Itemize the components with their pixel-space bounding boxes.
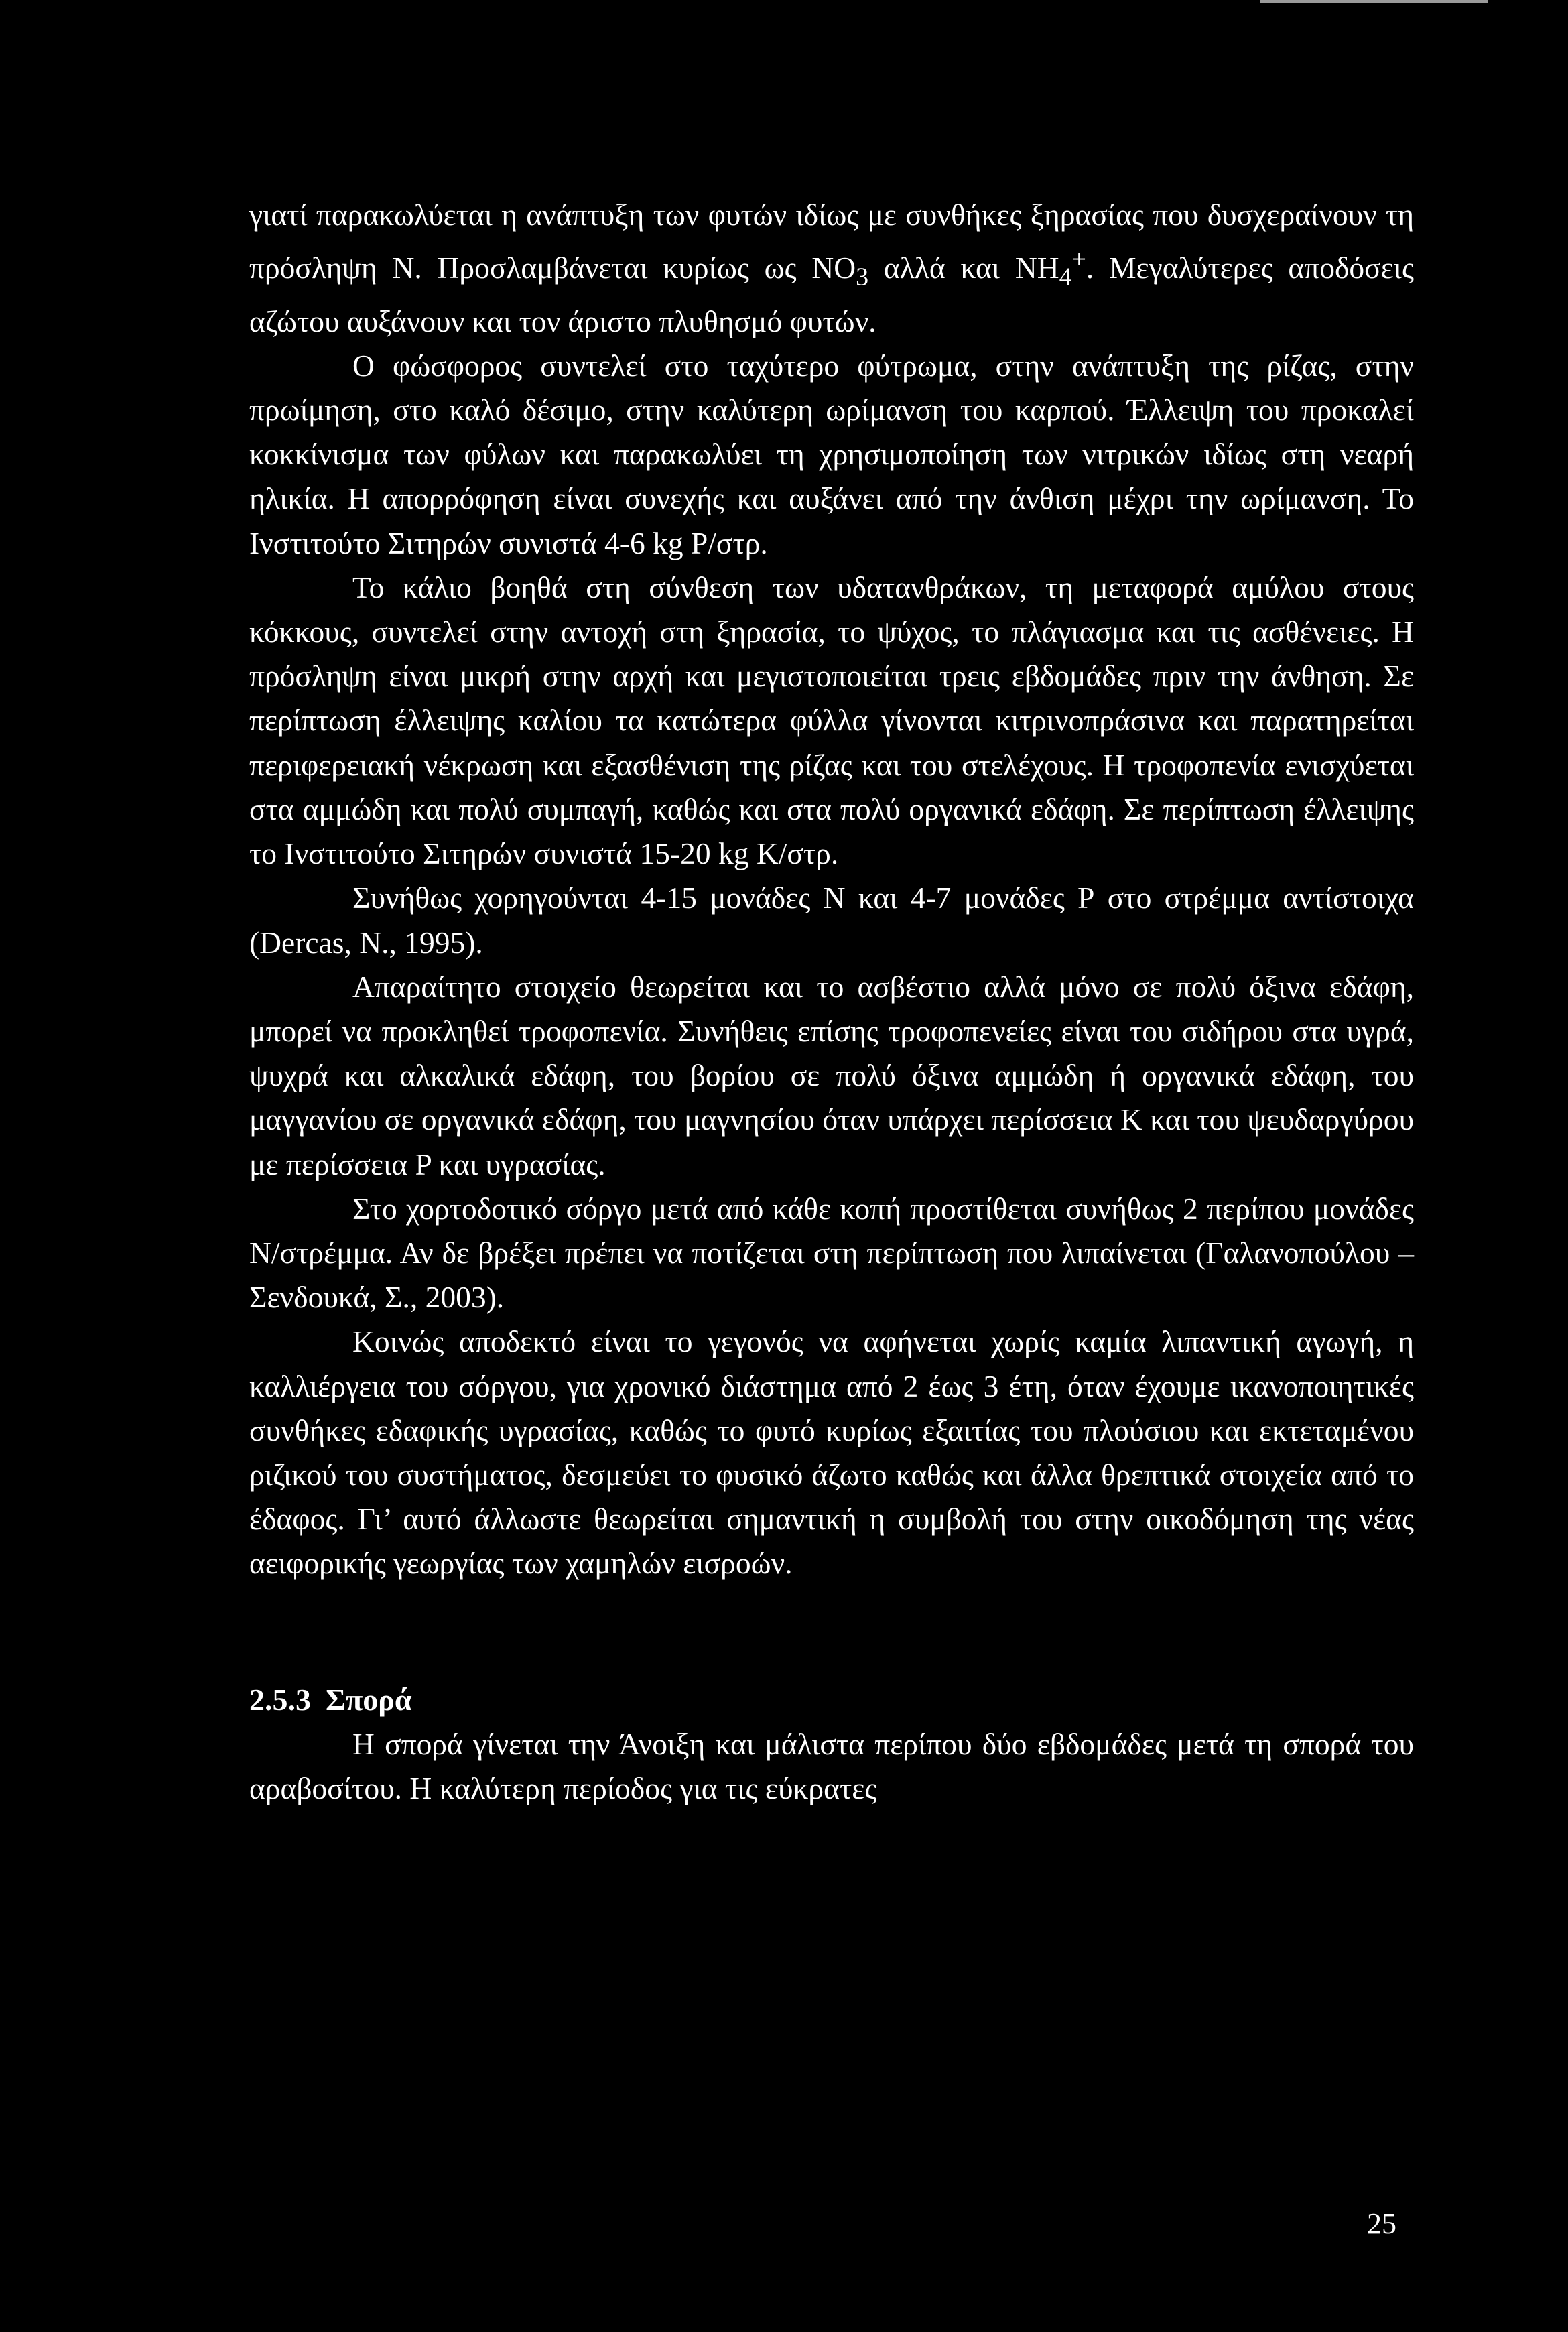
section-heading <box>249 1678 1414 1722</box>
paragraph-phosphorus: Ο φώσφορος συντελεί στο ταχύτερο φύτρωμα, στην ανάπτυξη της ρίζας, στην πρωίμηση, στο καλό δέσιμο, στην καλύτερη ωρίμανση του καρπού. Έλλειψη του προκαλεί κοκκίνισμα των φύλων και παρακωλύει τη χρησιμοποίηση των νιτρικών ιδίως στη νεαρή ηλικία. Η απορρόφηση είναι συνεχής και αυξάνει από την άνθιση μέχρι την ωρίμανση. Το Ινστιτούτο Σιτηρών συνιστά 4-6 kg P/στρ. <box>249 348 1414 560</box>
scan-edge-line <box>1260 0 1488 3</box>
paragraph-no-fertilization: Κοινώς αποδεκτό είναι το γεγονός να αφήνεται χωρίς καμία λιπαντική αγωγή, η καλλιέργεια του σόργου, για χρονικό διάστημα από 2 έως 3 έτη, όταν έχουμε ικανοποιητικές συνθήκες εδαφικής υγρασίας, καθώς το φυτό κυρίως εξαιτίας του πλούσιου και εκτεταμένου ριζικού του συστήματος, δεσμεύει το φυσικό άζωτο καθώς και άλλα θρεπτικά στοιχεία από το έδαφος. Γι’ αυτό άλλωστε θεωρείται σημαντική η συμβολή του στην οικοδόμηση της νέας αειφορικής γεωργίας των χαμηλών εισροών. <box>249 1324 1414 1581</box>
paragraph-fertilizer-units: Συνήθως χορηγούνται 4-15 μονάδες Ν και 4-7 μονάδες Ρ στο στρέμμα αντίστοιχα (Dercas, N., 1995). <box>249 881 1414 960</box>
section-title: Σπορά <box>326 1682 412 1717</box>
paragraph-calcium-deficiencies: Απαραίτητο στοιχείο θεωρείται και το ασβέστιο αλλά μόνο σε πολύ όξινα εδάφη, μπορεί να προκληθεί τροφοπενία. Συνήθεις επίσης τροφοπενείες είναι του σιδήρου στα υγρά, ψυχρά και αλκαλικά εδάφη, του βορίου σε πολύ όξινα αμμώδη ή οργανικά εδάφη, του μαγγανίου σε οργανικά εδάφη, του μαγνησίου όταν υπάρχει περίσσεια Κ και του ψευδαργύρου με περίσσεια P και υγρασίας. <box>249 969 1414 1181</box>
section-number: 2.5.3 <box>249 1682 311 1717</box>
paragraph-potassium: Το κάλιο βοηθά στη σύνθεση των υδατανθράκων, τη μεταφορά αμύλου στους κόκκους, συντελεί στην αντοχή στη ξηρασία, το ψύχος, το πλάγιασμα και τις ασθένειες. Η πρόσληψη είναι μικρή στην αρχή και μεγιστοποιείται τρεις εβδομάδες πριν την άνθηση. Σε περίπτωση έλλειψης καλίου τα κατώτερα φύλλα γίνονται κιτρινοπράσινα και παρατηρείται περιφερειακή νέκρωση και εξασθένιση της ρίζας και του στελέχους. Η τροφοπενία ενισχύεται στα αμμώδη και πολύ συμπαγή, καθώς και στα πολύ οργανικά εδάφη. Σε περίπτωση έλλειψης το Ινστιτούτο Σιτηρών συνιστά 15-20 kg K/στρ. <box>249 570 1414 871</box>
paragraph-sowing: Η σπορά γίνεται την Άνοιξη και μάλιστα περίπου δύο εβδομάδες μετά τη σπορά του αραβοσίτου. Η καλύτερη περίοδος για τις εύκρατες <box>249 1726 1414 1805</box>
page-number: 25 <box>1367 2207 1396 2240</box>
document-body <box>249 193 1414 1811</box>
paragraph-nitrogen: γιατί παρακωλύεται η ανάπτυξη των φυτών ιδίως με συνθήκες ξηρασίας που δυσχεραίνουν τη πρόσληψη Ν. Προσλαμβάνεται κυρίως ως $NO_3$ αλλά και $NH_4^+$. Μεγαλύτερες αποδόσεις αζώτου αυξάνουν και τον άριστο πλυθησμό φυτών. <box>249 198 1415 338</box>
paragraph-forage-sorghum: Στο χορτοδοτικό σόργο μετά από κάθε κοπή προστίθεται συνήθως 2 περίπου μονάδες Ν/στρέμμα. Αν δε βρέξει πρέπει να ποτίζεται στη περίπτωση που λιπαίνεται (Γαλανοπούλου – Σενδουκά, Σ., 2003). <box>249 1191 1414 1315</box>
